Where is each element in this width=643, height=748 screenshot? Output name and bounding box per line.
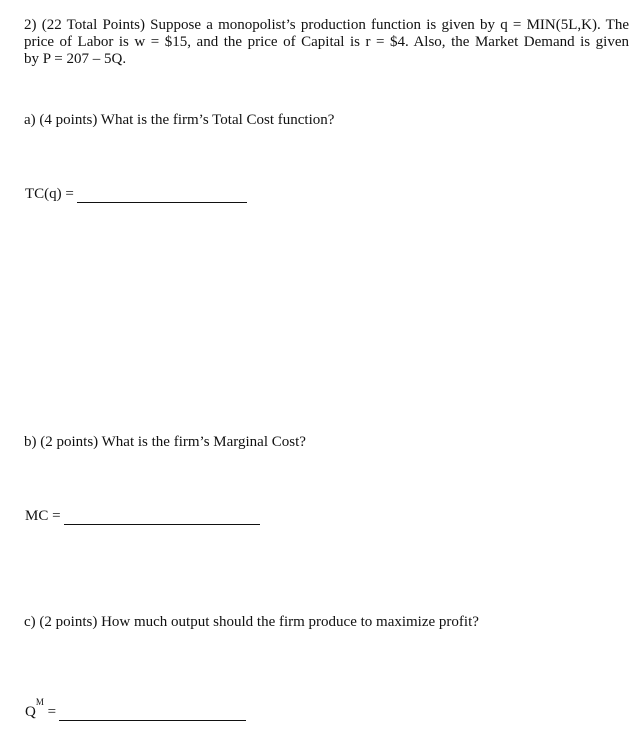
answer-c-label-equals: = bbox=[43, 704, 57, 720]
question-b: b) (2 points) What is the firm’s Marginal Cost? bbox=[24, 434, 306, 450]
answer-a-label: TC(q) = bbox=[25, 186, 74, 202]
answer-b-label: MC = bbox=[25, 508, 61, 524]
answer-c-blank[interactable] bbox=[59, 706, 246, 721]
answer-c-row bbox=[25, 697, 246, 721]
answer-a-blank[interactable] bbox=[77, 188, 247, 203]
answer-b-blank[interactable] bbox=[64, 510, 260, 525]
question-a: a) (4 points) What is the firm’s Total Cost function? bbox=[24, 112, 335, 128]
answer-c-label-superscript: M bbox=[35, 697, 44, 707]
problem-statement bbox=[24, 17, 629, 68]
answer-a-row bbox=[25, 186, 247, 203]
answer-c-label-main: Q bbox=[25, 704, 36, 720]
answer-b-row bbox=[25, 508, 260, 525]
problem-statement-line-3: by P = 207 – 5Q. bbox=[24, 51, 127, 67]
problem-statement-line-1: 2) (22 Total Points) Suppose a monopolist’s production function is given by q = MIN(5L,K). The bbox=[24, 17, 629, 33]
problem-statement-line-2: price of Labor is w = $15, and the price of Capital is r = $4. Also, the Market Demand is given bbox=[24, 34, 629, 50]
answer-c-label bbox=[25, 697, 57, 721]
question-c: c) (2 points) How much output should the firm produce to maximize profit? bbox=[24, 614, 479, 630]
